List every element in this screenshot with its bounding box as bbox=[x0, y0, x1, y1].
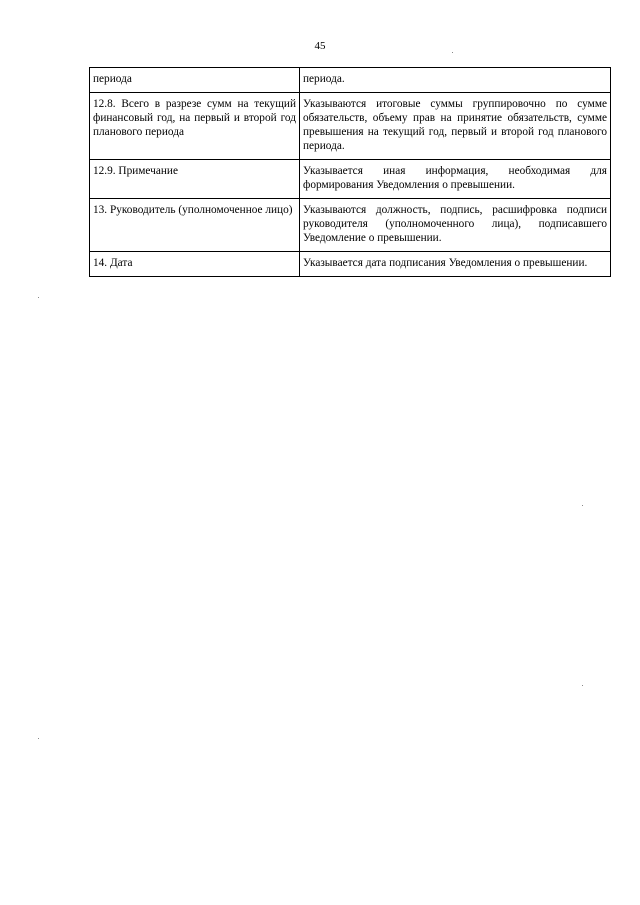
table-row bbox=[90, 252, 611, 277]
page-number: 45 bbox=[314, 40, 326, 52]
scan-speck bbox=[38, 297, 39, 298]
scan-speck bbox=[452, 52, 453, 53]
field-name-cell: 12.9. Примечание bbox=[90, 160, 300, 199]
scan-speck bbox=[38, 738, 39, 739]
field-description-cell: периода. bbox=[300, 68, 611, 93]
table-row bbox=[90, 160, 611, 199]
table-row bbox=[90, 199, 611, 252]
description-table bbox=[89, 67, 611, 277]
field-name-cell: 14. Дата bbox=[90, 252, 300, 277]
scan-speck bbox=[582, 505, 583, 506]
field-description-cell: Указывается дата подписания Уведомления о превышении. bbox=[300, 252, 611, 277]
table-row bbox=[90, 68, 611, 93]
field-description-cell: Указываются итоговые суммы группировочно по сумме обязательств, объему прав на принятие обязательств, сумме превышения на текущий год, первый и второй год планового периода. bbox=[300, 93, 611, 160]
field-name-cell: 12.8. Всего в разрезе сумм на текущий финансовый год, на первый и второй год планового периода bbox=[90, 93, 300, 160]
field-description-cell: Указывается иная информация, необходимая для формирования Уведомления о превышении. bbox=[300, 160, 611, 199]
table-row bbox=[90, 93, 611, 160]
field-name-cell: периода bbox=[90, 68, 300, 93]
field-description-cell: Указываются должность, подпись, расшифровка подписи руководителя (уполномоченного лица), подписавшего Уведомление о превышении. bbox=[300, 199, 611, 252]
scan-speck bbox=[582, 685, 583, 686]
field-name-cell: 13. Руководитель (уполномоченное лицо) bbox=[90, 199, 300, 252]
